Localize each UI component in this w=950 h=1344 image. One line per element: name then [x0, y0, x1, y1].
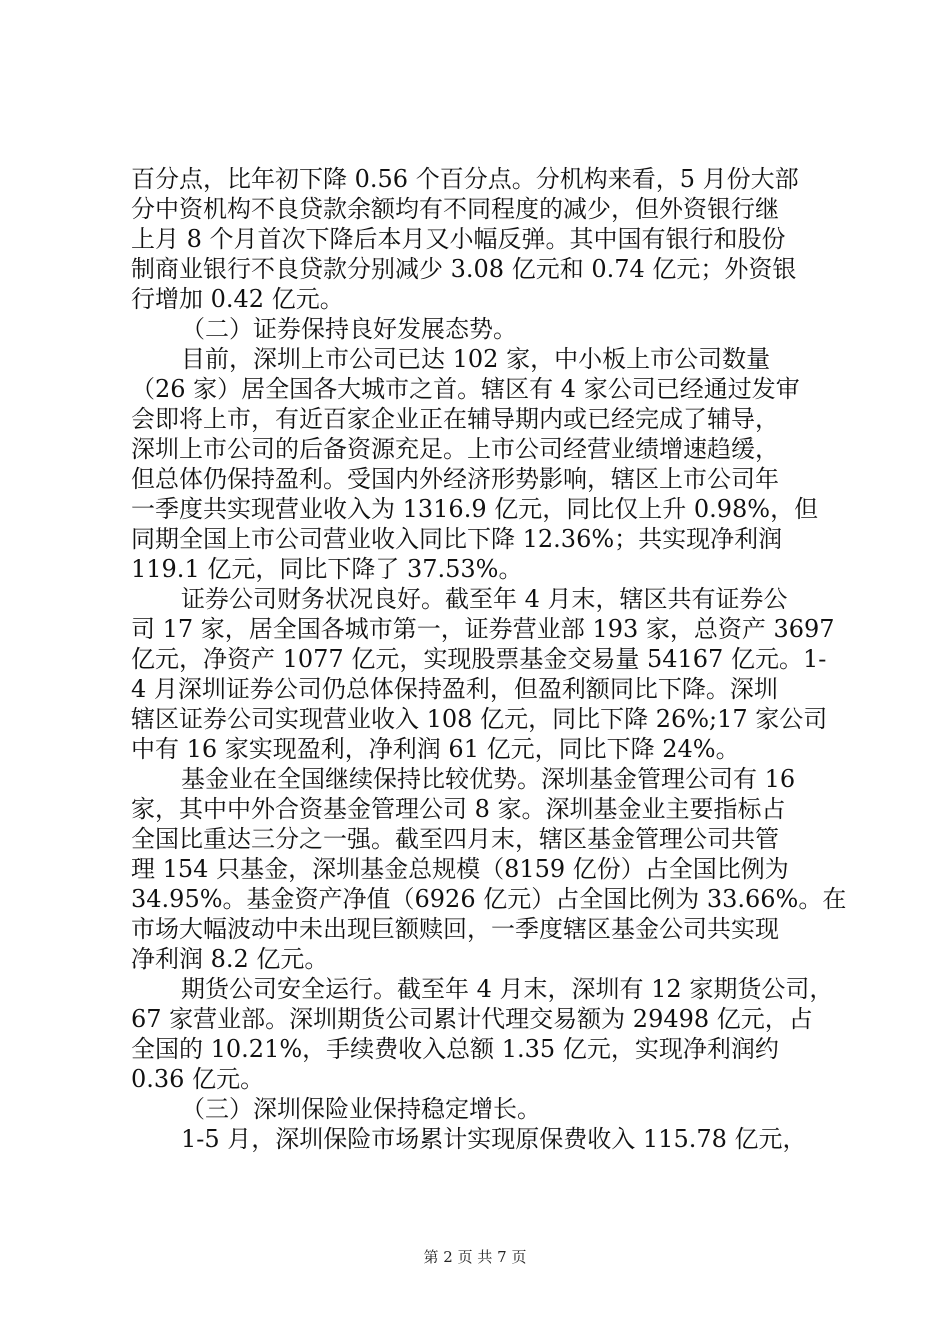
- body-line: 百分点，比年初下降 0.56 个百分点。分机构来看，5 月份大部: [131, 165, 799, 193]
- body-line: 会即将上市，有近百家企业正在辅导期内或已经完成了辅导，: [131, 405, 779, 433]
- body-line: 家，其中中外合资基金管理公司 8 家。深圳基金业主要指标占: [131, 795, 786, 823]
- body-line: 0.36 亿元。: [131, 1065, 265, 1093]
- page-number-footer: 第 2 页 共 7 页: [423, 1248, 527, 1266]
- body-line: 全国的 10.21%，手续费收入总额 1.35 亿元，实现净利润约: [131, 1035, 779, 1063]
- paragraph-first-line: 证券公司财务状况良好。截至年 4 月末，辖区共有证券公: [181, 585, 788, 613]
- body-line: 亿元，净资产 1077 亿元，实现股票基金交易量 54167 亿元。1-: [131, 645, 827, 673]
- paragraph-first-line: 基金业在全国继续保持比较优势。深圳基金管理公司有 16: [181, 765, 796, 793]
- body-line: 理 154 只基金，深圳基金总规模（8159 亿份）占全国比例为: [131, 855, 789, 883]
- body-line: 同期全国上市公司营业收入同比下降 12.36%；共实现净利润: [131, 525, 783, 553]
- paragraph-first-line: 期货公司安全运行。截至年 4 月末，深圳有 12 家期货公司，: [181, 975, 834, 1003]
- body-line: 行增加 0.42 亿元。: [131, 285, 344, 313]
- body-line: 制商业银行不良贷款分别减少 3.08 亿元和 0.74 亿元；外资银: [131, 255, 797, 283]
- body-line: 净利润 8.2 亿元。: [131, 945, 329, 973]
- paragraph-first-line: 目前，深圳上市公司已达 102 家，中小板上市公司数量: [181, 345, 771, 373]
- body-line: 一季度共实现营业收入为 1316.9 亿元，同比仅上升 0.98%，但: [131, 495, 819, 523]
- section-heading: （三）深圳保险业保持稳定增长。: [181, 1095, 541, 1123]
- body-line: 中有 16 家实现盈利，净利润 61 亿元，同比下降 24%。: [131, 735, 740, 763]
- paragraph-first-line: 1-5 月，深圳保险市场累计实现原保费收入 115.78 亿元，: [181, 1125, 807, 1153]
- body-line: 34.95%。基金资产净值（6926 亿元）占全国比例为 33.66%。在: [131, 885, 847, 913]
- body-line: 119.1 亿元，同比下降了 37.53%。: [131, 555, 523, 583]
- body-line: 辖区证券公司实现营业收入 108 亿元，同比下降 26%;17 家公司: [131, 705, 828, 733]
- body-line: 司 17 家，居全国各城市第一，证券营业部 193 家，总资产 3697: [131, 615, 835, 643]
- body-line: 分中资机构不良贷款余额均有不同程度的减少，但外资银行继: [131, 195, 779, 223]
- body-line: 上月 8 个月首次下降后本月又小幅反弹。其中国有银行和股份: [131, 225, 786, 253]
- body-line: （26 家）居全国各大城市之首。辖区有 4 家公司已经通过发审: [131, 375, 800, 403]
- body-line: 67 家营业部。深圳期货公司累计代理交易额为 29498 亿元，占: [131, 1005, 813, 1033]
- body-line: 市场大幅波动中未出现巨额赎回，一季度辖区基金公司共实现: [131, 915, 779, 943]
- body-line: 4 月深圳证券公司仍总体保持盈利，但盈利额同比下降。深圳: [131, 675, 778, 703]
- body-line: 但总体仍保持盈利。受国内外经济形势影响，辖区上市公司年: [131, 465, 779, 493]
- body-line: 深圳上市公司的后备资源充足。上市公司经营业绩增速趋缓，: [131, 435, 779, 463]
- section-heading: （二）证券保持良好发展态势。: [181, 315, 517, 343]
- body-line: 全国比重达三分之一强。截至四月末，辖区基金管理公司共管: [131, 825, 779, 853]
- document-body: [131, 164, 847, 1154]
